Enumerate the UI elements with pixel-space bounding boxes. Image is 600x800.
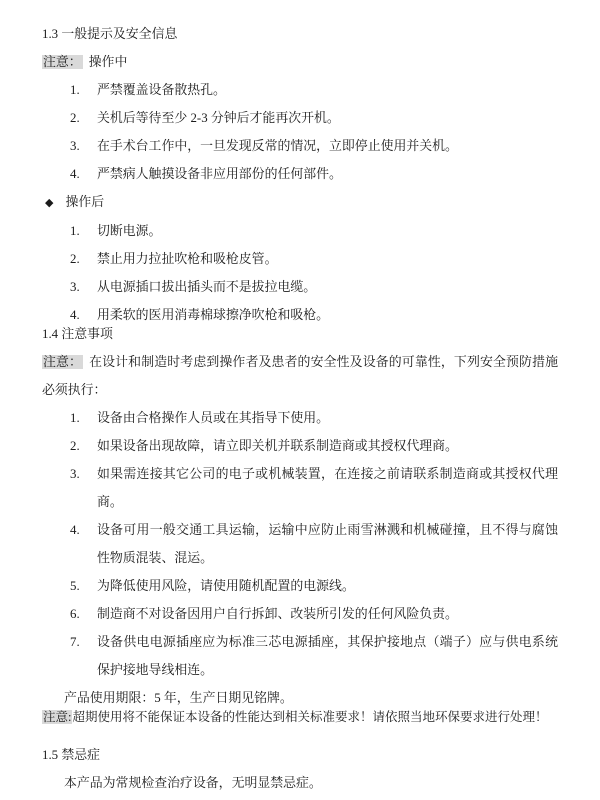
after-operation-label: 操作后 — [65, 195, 105, 209]
list-item-number: 6. — [70, 607, 80, 621]
list-item-text: 如果需连接其它公司的电子或机械装置，在连接之前请联系制造商或其授权代理商。 — [97, 467, 558, 509]
note-label-highlight: 注意: — [43, 710, 72, 724]
list-item — [42, 160, 558, 188]
list-item-number: 2. — [70, 252, 80, 266]
note-label-highlight: 注意： — [43, 55, 82, 69]
list-item — [42, 404, 558, 432]
list-item-number: 2. — [70, 439, 80, 453]
list-item — [42, 432, 558, 460]
list-item-number: 7. — [70, 635, 80, 649]
section-heading-1-4: 1.4 注意事项 — [42, 327, 113, 341]
section-heading-1-5: 1.5 禁忌症 — [42, 748, 101, 762]
list-item-number: 1. — [70, 224, 80, 238]
list-item-text: 从电源插口拔出插头而不是拔拉电缆。 — [97, 280, 317, 294]
list-item — [42, 132, 558, 160]
note-line-operating — [42, 48, 558, 76]
list-item-number: 4. — [70, 167, 80, 181]
list-item-text: 设备供电电源插座应为标准三芯电源插座，其保护接地点（端子）应与供电系统保护接地导线相连。 — [97, 635, 558, 677]
product-lifespan-line: 产品使用期限：5 年，生产日期见铭牌。 — [64, 691, 293, 705]
list-item-text: 关机后等待至少 2-3 分钟后才能再次开机。 — [97, 111, 340, 125]
note-text: 在设计和制造时考虑到操作者及患者的安全性及设备的可靠性，下列安全预防措施必须执行： — [42, 355, 559, 397]
list-item-text: 在手术台工作中，一旦发现反常的情况，立即停止使用并关机。 — [97, 139, 458, 153]
list-item-text: 为降低使用风险，请使用随机配置的电源线。 — [97, 579, 355, 593]
list-item-text: 严禁病人触摸设备非应用部份的任何部件。 — [97, 167, 342, 181]
list-item-number: 3. — [70, 280, 80, 294]
section-heading-1-3: 1.3 一般提示及安全信息 — [42, 27, 178, 41]
list-item-text: 用柔软的医用消毒棉球擦净吹枪和吸枪。 — [97, 308, 330, 322]
contraindication-body: 本产品为常规检查治疗设备，无明显禁忌症。 — [64, 776, 322, 790]
list-item — [42, 104, 558, 132]
list-item-text: 严禁覆盖设备散热孔。 — [97, 83, 226, 97]
list-item — [42, 245, 558, 273]
list-item-text: 切断电源。 — [97, 224, 162, 238]
list-item — [42, 76, 558, 104]
note-text: 超期使用将不能保证本设备的性能达到相关标准要求！请依照当地环保要求进行处理！ — [72, 710, 548, 724]
list-item — [42, 572, 558, 600]
list-item-number: 3. — [70, 467, 80, 481]
diamond-bullet-icon: ◆ — [45, 196, 54, 209]
list-item-number: 4. — [70, 523, 80, 537]
list-item — [42, 301, 558, 329]
list-item — [42, 600, 558, 628]
note-label-highlight: 注意： — [43, 355, 83, 369]
list-item — [42, 516, 558, 572]
list-item-number: 1. — [70, 83, 80, 97]
list-item — [42, 273, 558, 301]
list-item-number: 4. — [70, 308, 80, 322]
list-item-number: 2. — [70, 111, 80, 125]
note-paragraph-precautions — [42, 348, 558, 404]
list-item — [42, 628, 558, 684]
list-item-text: 禁止用力拉扯吹枪和吸枪皮管。 — [97, 252, 278, 266]
list-item-number: 5. — [70, 579, 80, 593]
list-item-text: 如果设备出现故障，请立即关机并联系制造商或其授权代理商。 — [97, 439, 458, 453]
list-item — [42, 217, 558, 245]
note-text: 操作中 — [88, 55, 128, 69]
list-item-number: 1. — [70, 411, 80, 425]
list-item — [42, 460, 558, 516]
list-item-text: 设备由合格操作人员或在其指导下使用。 — [97, 411, 330, 425]
list-item-text: 制造商不对设备因用户自行拆卸、改装所引发的任何风险负责。 — [97, 607, 458, 621]
note-line-expiry — [42, 703, 558, 731]
after-operation-line — [42, 188, 558, 217]
list-item-number: 3. — [70, 139, 80, 153]
list-item-text: 设备可用一般交通工具运输，运输中应防止雨雪淋溅和机械碰撞，且不得与腐蚀性物质混装、混运。 — [97, 523, 558, 565]
